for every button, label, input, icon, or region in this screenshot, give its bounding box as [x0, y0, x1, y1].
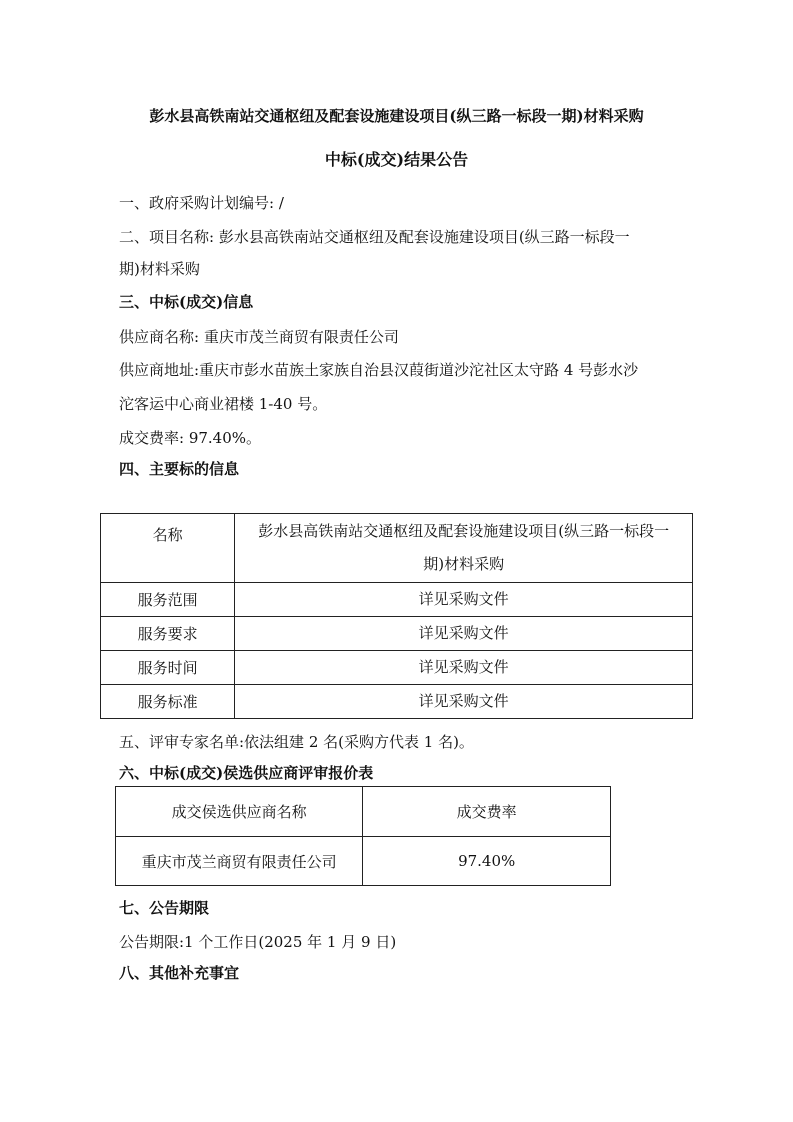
table-header-row	[116, 787, 611, 837]
section-1-plan-number: 一、政府采购计划编号: /	[119, 194, 284, 212]
table-row	[101, 617, 693, 651]
name-value-line2: 期)材料采购	[423, 555, 505, 573]
name-label-cell: 名称	[101, 514, 235, 583]
name-value-line1: 彭水县高铁南站交通枢纽及配套设施建设项目(纵三路一标段一	[258, 522, 670, 540]
table-row	[101, 514, 693, 583]
supplier-name: 供应商名称: 重庆市茂兰商贸有限责任公司	[119, 328, 399, 346]
row-value: 详见采购文件	[235, 617, 693, 651]
supplier-address-line2: 沱客运中心商业裙楼 1-40 号。	[119, 395, 328, 413]
table-row	[101, 651, 693, 685]
section-6-heading: 六、中标(成交)侯选供应商评审报价表	[119, 764, 374, 782]
notice-period: 公告期限:1 个工作日(2025 年 1 月 9 日)	[119, 933, 397, 951]
section-8-heading: 八、其他补充事宜	[119, 964, 240, 982]
row-value: 详见采购文件	[235, 651, 693, 685]
candidate-quote-table	[115, 786, 611, 886]
section-5-experts: 五、评审专家名单:依法组建 2 名(采购方代表 1 名)。	[119, 733, 474, 751]
row-value: 详见采购文件	[235, 685, 693, 719]
main-subject-table	[100, 513, 693, 719]
document-subtitle: 中标(成交)结果公告	[324, 150, 469, 169]
section-7-heading: 七、公告期限	[119, 899, 210, 917]
cell-supplier-name: 重庆市茂兰商贸有限责任公司	[116, 837, 363, 886]
transaction-rate: 成交费率: 97.40%。	[119, 429, 262, 447]
row-label: 服务范围	[101, 583, 235, 617]
supplier-address-line1: 供应商地址:重庆市彭水苗族土家族自治县汉葭街道沙沱社区太守路 4 号彭水沙	[119, 361, 639, 379]
section-4-heading: 四、主要标的信息	[119, 460, 240, 478]
cell-rate: 97.40%	[363, 837, 611, 886]
row-label: 服务时间	[101, 651, 235, 685]
section-2-project-name-line1: 二、项目名称: 彭水县高铁南站交通枢纽及配套设施建设项目(纵三路一标段一	[119, 228, 630, 246]
section-3-heading: 三、中标(成交)信息	[119, 293, 254, 311]
row-label: 服务要求	[101, 617, 235, 651]
row-label: 服务标准	[101, 685, 235, 719]
table-row	[116, 837, 611, 886]
table-row	[101, 685, 693, 719]
table-row	[101, 583, 693, 617]
document-title: 彭水县高铁南站交通枢纽及配套设施建设项目(纵三路一标段一期)材料采购	[149, 107, 644, 125]
row-value: 详见采购文件	[235, 583, 693, 617]
header-rate: 成交费率	[363, 787, 611, 837]
name-value-cell	[235, 514, 693, 583]
section-2-project-name-line2: 期)材料采购	[119, 260, 200, 278]
header-supplier-name: 成交侯选供应商名称	[116, 787, 363, 837]
